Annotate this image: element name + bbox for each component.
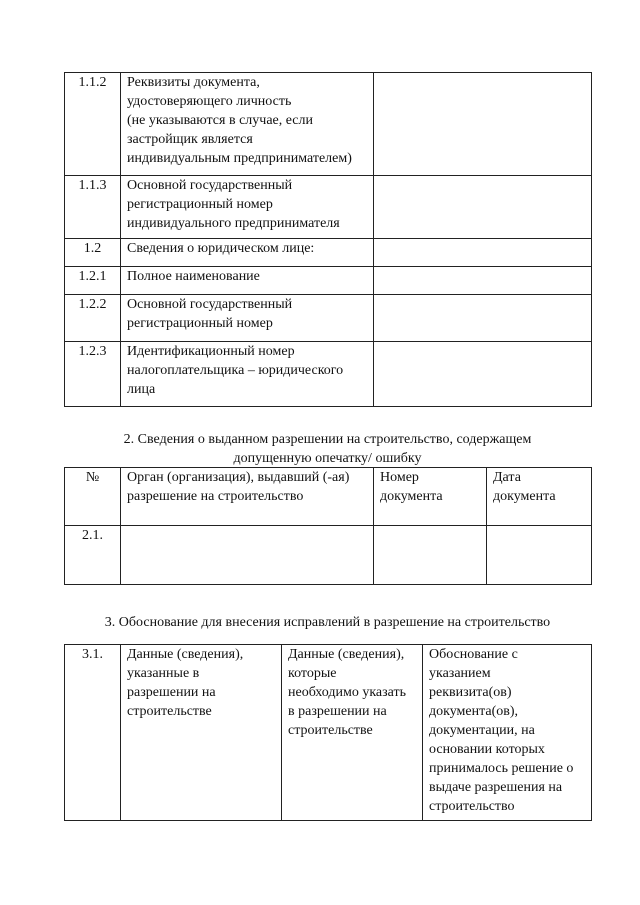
table-row	[65, 267, 592, 295]
doc-number-cell[interactable]	[374, 526, 487, 585]
row-label: Идентификационный номер налогоплательщика – юридического лица	[121, 342, 374, 407]
table-row	[65, 176, 592, 239]
table-row	[65, 645, 592, 821]
doc-date-cell[interactable]	[487, 526, 592, 585]
required-data-cell[interactable]: Данные (сведения), которые необходимо указать в разрешении на строительстве	[282, 645, 423, 821]
row-number: 1.1.3	[65, 176, 121, 239]
organ-cell[interactable]	[121, 526, 374, 585]
table-row	[65, 295, 592, 342]
row-value[interactable]	[374, 239, 592, 267]
table-header-row	[65, 468, 592, 526]
table-row	[65, 526, 592, 585]
current-data-cell[interactable]: Данные (сведения), указанные в разрешении на строительстве	[121, 645, 282, 821]
row-number: 1.2	[65, 239, 121, 267]
row-value[interactable]	[374, 73, 592, 176]
permit-details-table	[64, 467, 592, 585]
header-organ: Орган (организация), выдавший (-ая) разрешение на строительство	[121, 468, 374, 526]
section-2-heading-line1: 2. Сведения о выданном разрешении на строительство, содержащем	[123, 432, 532, 447]
table-row	[65, 342, 592, 407]
section-2-heading-line2: допущенную опечатку/ ошибку	[233, 451, 422, 466]
row-number: 1.2.2	[65, 295, 121, 342]
row-value[interactable]	[374, 342, 592, 407]
section-3-heading	[64, 613, 591, 632]
row-label: Реквизиты документа, удостоверяющего личность (не указываются в случае, если застройщик является индивидуальным предпринимателем)	[121, 73, 374, 176]
row-label: Основной государственный регистрационный номер	[121, 295, 374, 342]
table-row	[65, 239, 592, 267]
row-number: 1.1.2	[65, 73, 121, 176]
header-doc-date: Дата документа	[487, 468, 592, 526]
justification-cell[interactable]: Обоснование с указанием реквизита(ов) документа(ов), документации, на основании которых принималось решение о выдаче разрешения на строительство	[423, 645, 592, 821]
section-3-heading-text: 3. Обоснование для внесения исправлений в разрешение на строительство	[104, 615, 551, 630]
row-value[interactable]	[374, 176, 592, 239]
table-row	[65, 73, 592, 176]
header-doc-number: Номер документа	[374, 468, 487, 526]
row-number: 3.1.	[65, 645, 121, 821]
row-label: Сведения о юридическом лице:	[121, 239, 374, 267]
correction-grounds-table	[64, 644, 592, 821]
row-label: Основной государственный регистрационный номер индивидуального предпринимателя	[121, 176, 374, 239]
header-num: №	[65, 468, 121, 526]
row-number: 1.2.1	[65, 267, 121, 295]
section-2-heading	[64, 430, 591, 468]
applicant-details-table	[64, 72, 592, 407]
row-value[interactable]	[374, 267, 592, 295]
row-value[interactable]	[374, 295, 592, 342]
row-label: Полное наименование	[121, 267, 374, 295]
row-number: 1.2.3	[65, 342, 121, 407]
row-number: 2.1.	[65, 526, 121, 585]
